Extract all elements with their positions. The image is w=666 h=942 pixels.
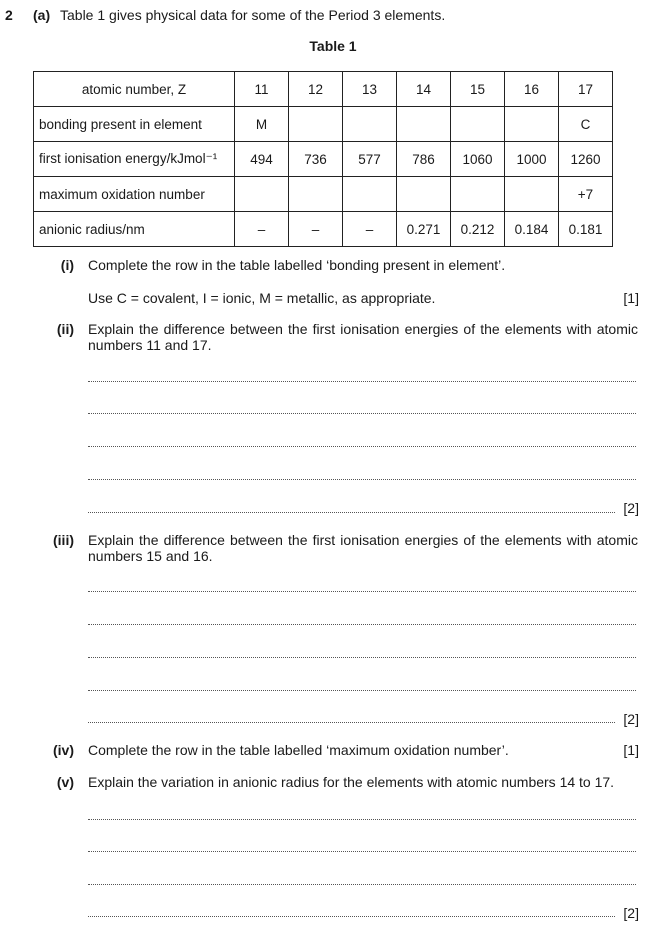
answer-line[interactable] bbox=[88, 884, 636, 885]
table-cell: 16 bbox=[505, 72, 559, 107]
table-cell: 1000 bbox=[505, 142, 559, 177]
row-label: atomic number, Z bbox=[34, 72, 235, 107]
table-title: Table 1 bbox=[309, 38, 357, 54]
table-row-ionisation-energy bbox=[34, 142, 613, 177]
part-iii-number: (iii) bbox=[53, 532, 74, 548]
table-cell: – bbox=[289, 212, 343, 247]
table-cell: M bbox=[235, 107, 289, 142]
table-cell: 0.271 bbox=[397, 212, 451, 247]
part-iii-mark: [2] bbox=[623, 711, 639, 727]
row-label: bonding present in element bbox=[34, 107, 235, 142]
answer-line[interactable] bbox=[88, 722, 615, 723]
table-cell: 11 bbox=[235, 72, 289, 107]
answer-cell[interactable] bbox=[505, 107, 559, 142]
table-cell: 14 bbox=[397, 72, 451, 107]
table-row-oxidation-number bbox=[34, 177, 613, 212]
answer-cell[interactable] bbox=[451, 107, 505, 142]
row-label: anionic radius/nm bbox=[34, 212, 235, 247]
table-cell: 736 bbox=[289, 142, 343, 177]
answer-line[interactable] bbox=[88, 690, 636, 691]
part-i-number: (i) bbox=[60, 257, 74, 273]
part-ii-number: (ii) bbox=[56, 321, 74, 337]
table-cell: 12 bbox=[289, 72, 343, 107]
table-cell: 13 bbox=[343, 72, 397, 107]
table-cell: 0.181 bbox=[559, 212, 613, 247]
table-row-anionic-radius bbox=[34, 212, 613, 247]
part-ii-text: Explain the difference between the first ionisation energies of the elements with atomic numbers 11 and 17. bbox=[88, 321, 638, 353]
answer-line[interactable] bbox=[88, 413, 636, 414]
table-cell: 1060 bbox=[451, 142, 505, 177]
answer-cell[interactable] bbox=[397, 107, 451, 142]
table-cell: – bbox=[343, 212, 397, 247]
answer-line[interactable] bbox=[88, 657, 636, 658]
answer-line[interactable] bbox=[88, 512, 615, 513]
question-part: (a) bbox=[33, 7, 51, 23]
answer-line[interactable] bbox=[88, 851, 636, 852]
table-cell: – bbox=[235, 212, 289, 247]
part-ii-mark: [2] bbox=[623, 500, 639, 516]
answer-line[interactable] bbox=[88, 624, 636, 625]
question-intro: Table 1 gives physical data for some of the Period 3 elements. bbox=[60, 7, 446, 23]
part-iv-text: Complete the row in the table labelled ‘maximum oxidation number’. bbox=[88, 742, 509, 758]
row-label: first ionisation energy/kJmol⁻¹ bbox=[34, 142, 235, 177]
part-i-mark: [1] bbox=[623, 290, 639, 306]
table-cell: 494 bbox=[235, 142, 289, 177]
answer-line[interactable] bbox=[88, 381, 636, 382]
table-cell: C bbox=[559, 107, 613, 142]
part-iv-number: (iv) bbox=[53, 742, 74, 758]
part-v-mark: [2] bbox=[623, 905, 639, 921]
part-iv-mark: [1] bbox=[623, 742, 639, 758]
period3-data-table bbox=[33, 71, 613, 247]
answer-cell[interactable] bbox=[505, 177, 559, 212]
answer-line[interactable] bbox=[88, 591, 636, 592]
table-cell: 17 bbox=[559, 72, 613, 107]
question-number: 2 bbox=[5, 7, 13, 23]
table-cell: +7 bbox=[559, 177, 613, 212]
answer-cell[interactable] bbox=[343, 107, 397, 142]
answer-line[interactable] bbox=[88, 446, 636, 447]
part-i-subtext: Use C = covalent, I = ionic, M = metallic, as appropriate. bbox=[88, 290, 436, 306]
part-i-text: Complete the row in the table labelled ‘bonding present in element’. bbox=[88, 257, 506, 273]
table-cell: 0.184 bbox=[505, 212, 559, 247]
table-row-bonding bbox=[34, 107, 613, 142]
table-row-atomic-number bbox=[34, 72, 613, 107]
table-cell: 577 bbox=[343, 142, 397, 177]
answer-cell[interactable] bbox=[397, 177, 451, 212]
answer-cell[interactable] bbox=[235, 177, 289, 212]
answer-line[interactable] bbox=[88, 819, 636, 820]
part-v-number: (v) bbox=[56, 774, 74, 790]
part-v-text: Explain the variation in anionic radius for the elements with atomic numbers 14 to 17. bbox=[88, 774, 615, 790]
answer-line[interactable] bbox=[88, 479, 636, 480]
answer-cell[interactable] bbox=[289, 107, 343, 142]
part-iii-text: Explain the difference between the first ionisation energies of the elements with atomic numbers 15 and 16. bbox=[88, 532, 638, 564]
answer-cell[interactable] bbox=[289, 177, 343, 212]
table-cell: 1260 bbox=[559, 142, 613, 177]
answer-line[interactable] bbox=[88, 916, 615, 917]
table-cell: 0.212 bbox=[451, 212, 505, 247]
row-label: maximum oxidation number bbox=[34, 177, 235, 212]
answer-cell[interactable] bbox=[451, 177, 505, 212]
table-cell: 15 bbox=[451, 72, 505, 107]
answer-cell[interactable] bbox=[343, 177, 397, 212]
table-cell: 786 bbox=[397, 142, 451, 177]
